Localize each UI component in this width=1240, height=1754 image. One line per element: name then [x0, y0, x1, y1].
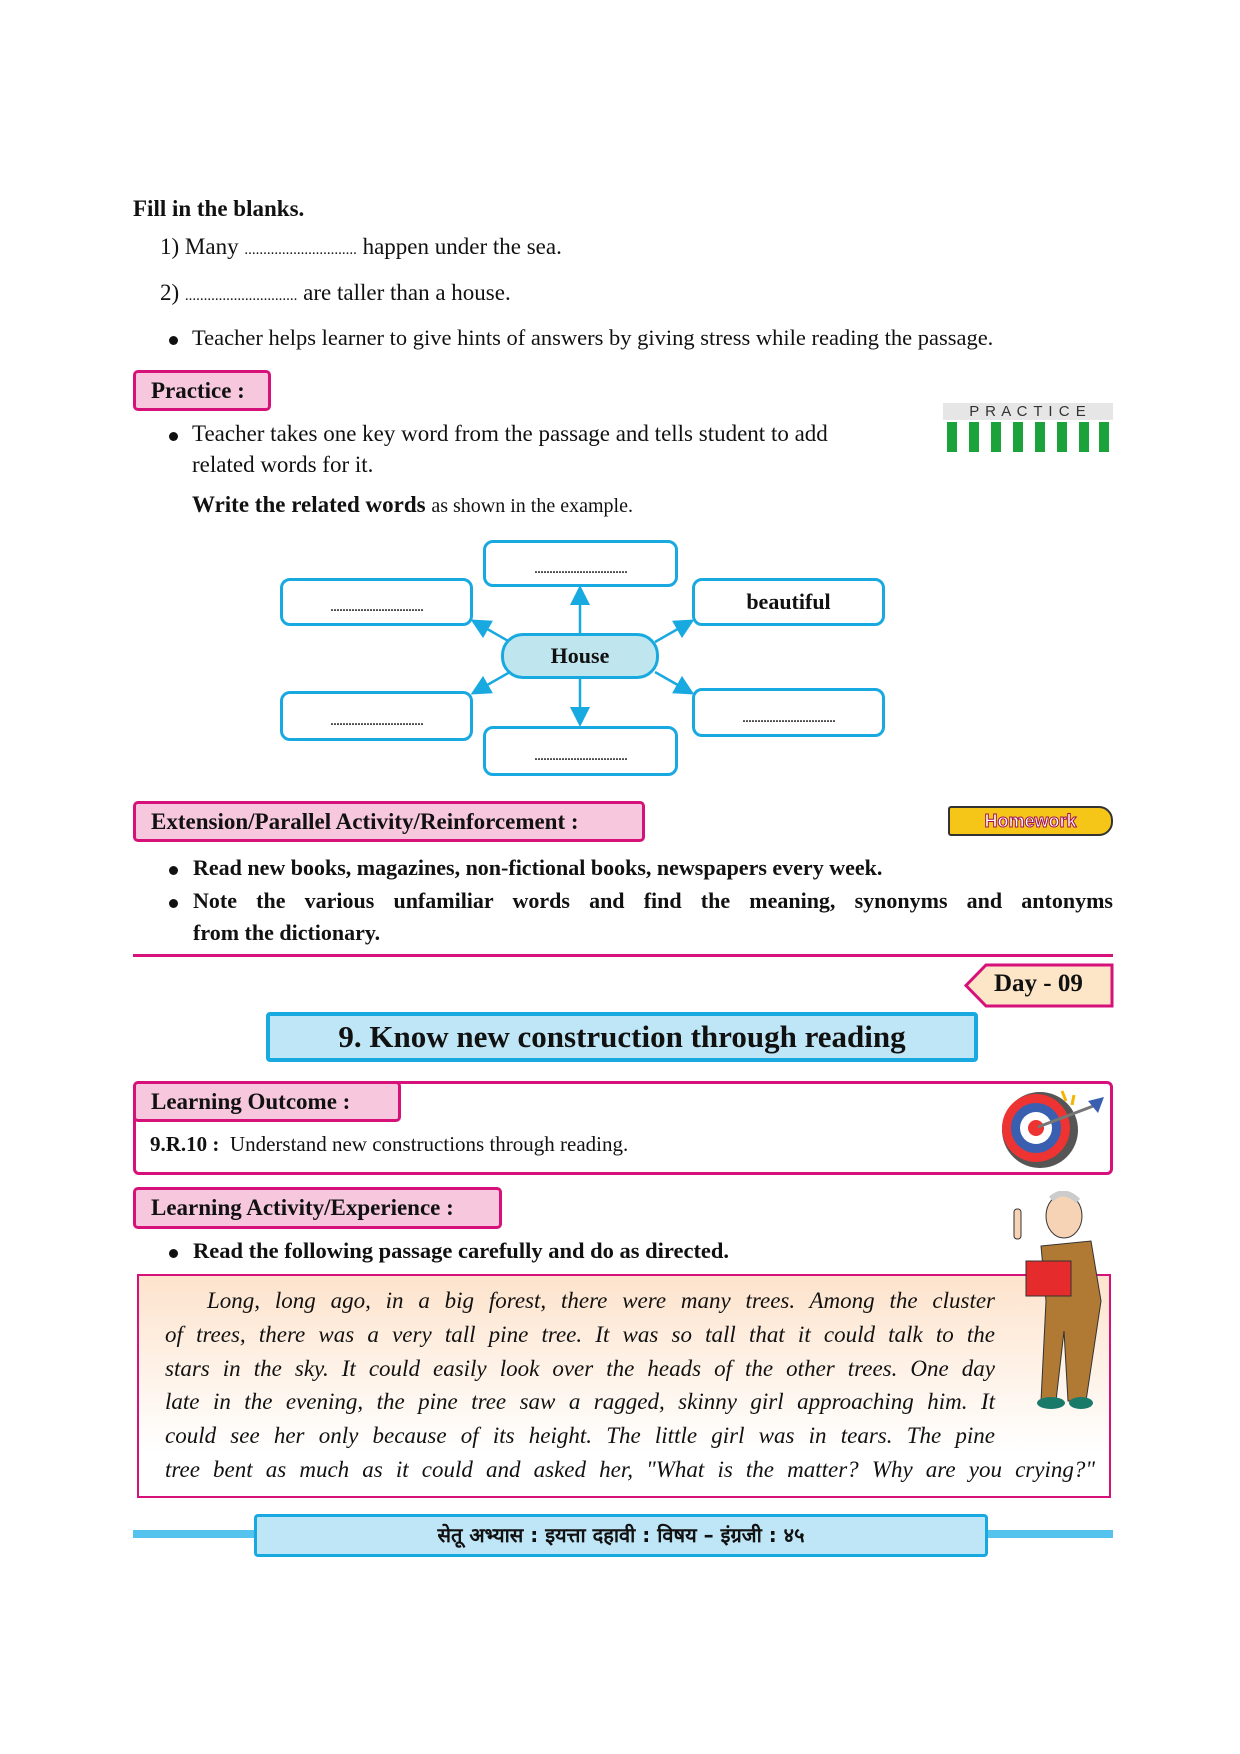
- section-divider: [133, 954, 1113, 957]
- teacher-note: Teacher helps learner to give hints of answers by giving stress while reading the passage.: [192, 325, 994, 350]
- practice-bullet-line2: related words for it.: [192, 452, 374, 477]
- extension-bullet-1: Read new books, magazines, non-fictional books, newspapers every week.: [193, 855, 883, 880]
- word-box-bottom[interactable]: ...............................: [483, 726, 678, 776]
- word-box-left[interactable]: ...............................: [280, 578, 473, 626]
- practice-badge-icon: P R A C T I C E: [943, 403, 1113, 459]
- word-box-top[interactable]: ...............................: [483, 540, 678, 587]
- day-label: Day - 09: [994, 970, 1083, 997]
- learning-outcome-label: Learning Outcome :: [133, 1081, 401, 1122]
- practice-instruction: Write the related words as shown in the example.: [192, 492, 633, 517]
- blank-item-1: 1) Many .............................. happen under the sea.: [160, 234, 562, 259]
- blank-item-2: 2) .............................. are taller than a house.: [160, 280, 511, 305]
- bullet: [169, 866, 178, 875]
- activity-instruction: Read the following passage carefully and do as directed.: [193, 1238, 730, 1263]
- practice-bullet-line1: Teacher takes one key word from the passage and tells student to add: [192, 421, 828, 446]
- homework-pencil-icon: Homework: [948, 806, 1113, 836]
- practice-label: Practice :: [133, 370, 271, 411]
- footer-page-label: सेतू अभ्यास : इयत्ता दहावी : विषय – इंग्रजी : ४५: [254, 1514, 988, 1557]
- fill-blanks-heading: Fill in the blanks.: [133, 196, 305, 221]
- lesson-title: 9. Know new construction through reading: [266, 1012, 978, 1062]
- center-word-house: House: [501, 633, 659, 679]
- outcome-text: 9.R.10 : Understand new constructions through reading.: [150, 1132, 629, 1156]
- extension-bullet-2: Note the various unfamiliar words and find the meaning, synonyms and antonyms: [193, 888, 1113, 913]
- bullet: [169, 1249, 178, 1258]
- word-box-example: beautiful: [692, 578, 885, 626]
- bullet: [169, 899, 178, 908]
- teacher-figure-icon: [1006, 1191, 1114, 1413]
- learning-activity-label: Learning Activity/Experience :: [133, 1187, 502, 1229]
- extension-bullet-2-cont: from the dictionary.: [193, 920, 381, 945]
- diagram-arrows: [0, 0, 1240, 800]
- passage-text: Long, long ago, in a big forest, there were many trees. Among the cluster of trees, there was a very tall pine tree. It was so tall that it could talk to the stars in the sky. It could easily look over the heads of the other trees. One day late in the evening, the pine tree saw a ragged, skinny girl approaching him. It could see her only because of its height. The little girl was in tears. The pine tree bent as much as it could and asked her, "What is the matter? Why are you crying?": [165, 1288, 1095, 1482]
- target-icon: [1000, 1085, 1108, 1171]
- word-box-bottom-right[interactable]: ...............................: [692, 688, 885, 737]
- passage-box: [137, 1274, 1111, 1498]
- extension-label: Extension/Parallel Activity/Reinforcement :: [133, 801, 645, 842]
- word-box-bottom-left[interactable]: ...............................: [280, 691, 473, 741]
